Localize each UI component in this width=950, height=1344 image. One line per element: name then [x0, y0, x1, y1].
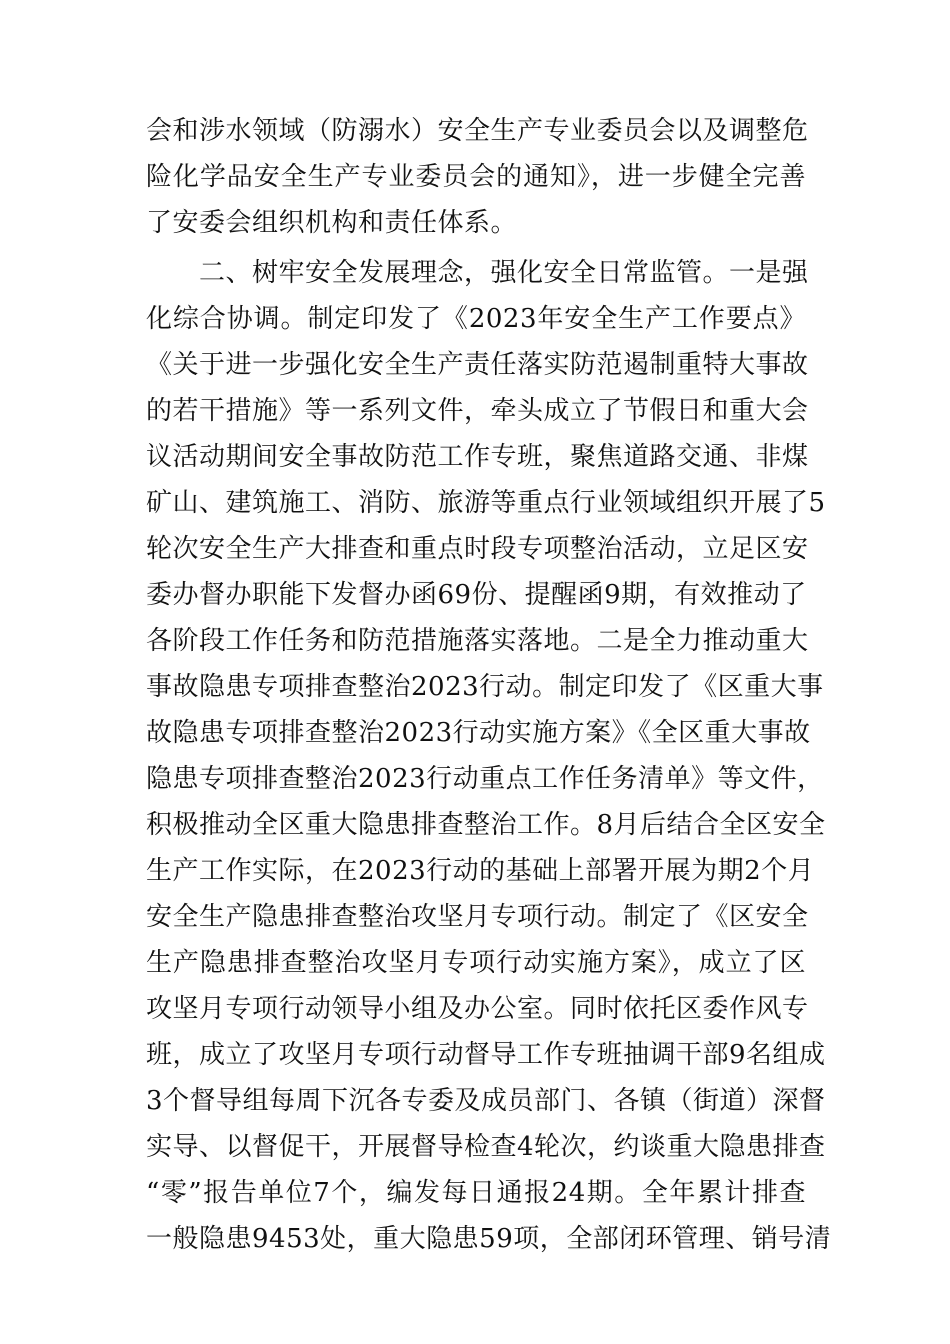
paragraph-line: 各阶段工作任务和防范措施落实落地。二是全力推动重大	[146, 626, 809, 656]
paragraph-line: 生产隐患排查整治攻坚月专项行动实施方案》，成立了区	[146, 948, 806, 978]
paragraph-line: 生产工作实际，在2023行动的基础上部署开展为期2个月	[146, 856, 815, 886]
paragraph-line: 一般隐患9453处，重大隐患59项，全部闭环管理、销号清	[146, 1224, 832, 1254]
paragraph-line: “零”报告单位7个，编发每日通报24期。全年累计排查	[146, 1178, 806, 1208]
paragraph-line: 险化学品安全生产专业委员会的通知》，进一步健全完善	[146, 162, 806, 192]
paragraph-line: 攻坚月专项行动领导小组及办公室。同时依托区委作风专	[146, 994, 809, 1024]
paragraph-line: 安全生产隐患排查整治攻坚月专项行动。制定了《区安全	[146, 902, 809, 932]
paragraph-line: 了安委会组织机构和责任体系。	[146, 208, 518, 238]
paragraph-line: 《关于进一步强化安全生产责任落实防范遏制重特大事故	[146, 350, 809, 380]
paragraph-line: 积极推动全区重大隐患排查整治工作。8月后结合全区安全	[146, 810, 826, 840]
paragraph-2	[146, 250, 832, 1262]
paragraph-line: 的若干措施》等一系列文件，牵头成立了节假日和重大会	[146, 396, 809, 426]
paragraph-line: 二、树牢安全发展理念，强化安全日常监管。一是强	[146, 258, 809, 288]
paragraph-line: 3个督导组每周下沉各专委及成员部门、各镇（街道）深督	[146, 1086, 826, 1116]
paragraph-line: 隐患专项排查整治2023行动重点工作任务清单》等文件，	[146, 764, 824, 794]
paragraph-line: 矿山、建筑施工、消防、旅游等重点行业领域组织开展了5	[146, 488, 826, 518]
paragraph-line: 班，成立了攻坚月专项行动督导工作专班抽调干部9名组成	[146, 1040, 826, 1070]
paragraph-line: 委办督办职能下发督办函69份、提醒函9期，有效推动了	[146, 580, 807, 610]
paragraph-line: 轮次安全生产大排查和重点时段专项整治活动，立足区安	[146, 534, 809, 564]
paragraph-line: 故隐患专项排查整治2023行动实施方案》《全区重大事故	[146, 718, 811, 748]
paragraph-line: 事故隐患专项排查整治2023行动。制定印发了《区重大事	[146, 672, 824, 702]
paragraph-line: 议活动期间安全事故防范工作专班，聚焦道路交通、非煤	[146, 442, 809, 472]
paragraph-line: 实导、以督促干，开展督导检查4轮次，约谈重大隐患排查	[146, 1132, 826, 1162]
paragraph-1	[146, 108, 809, 246]
paragraph-line: 会和涉水领域（防溺水）安全生产专业委员会以及调整危	[146, 116, 809, 146]
paragraph-line: 化综合协调。制定印发了《2023年安全生产工作要点》	[146, 304, 806, 334]
